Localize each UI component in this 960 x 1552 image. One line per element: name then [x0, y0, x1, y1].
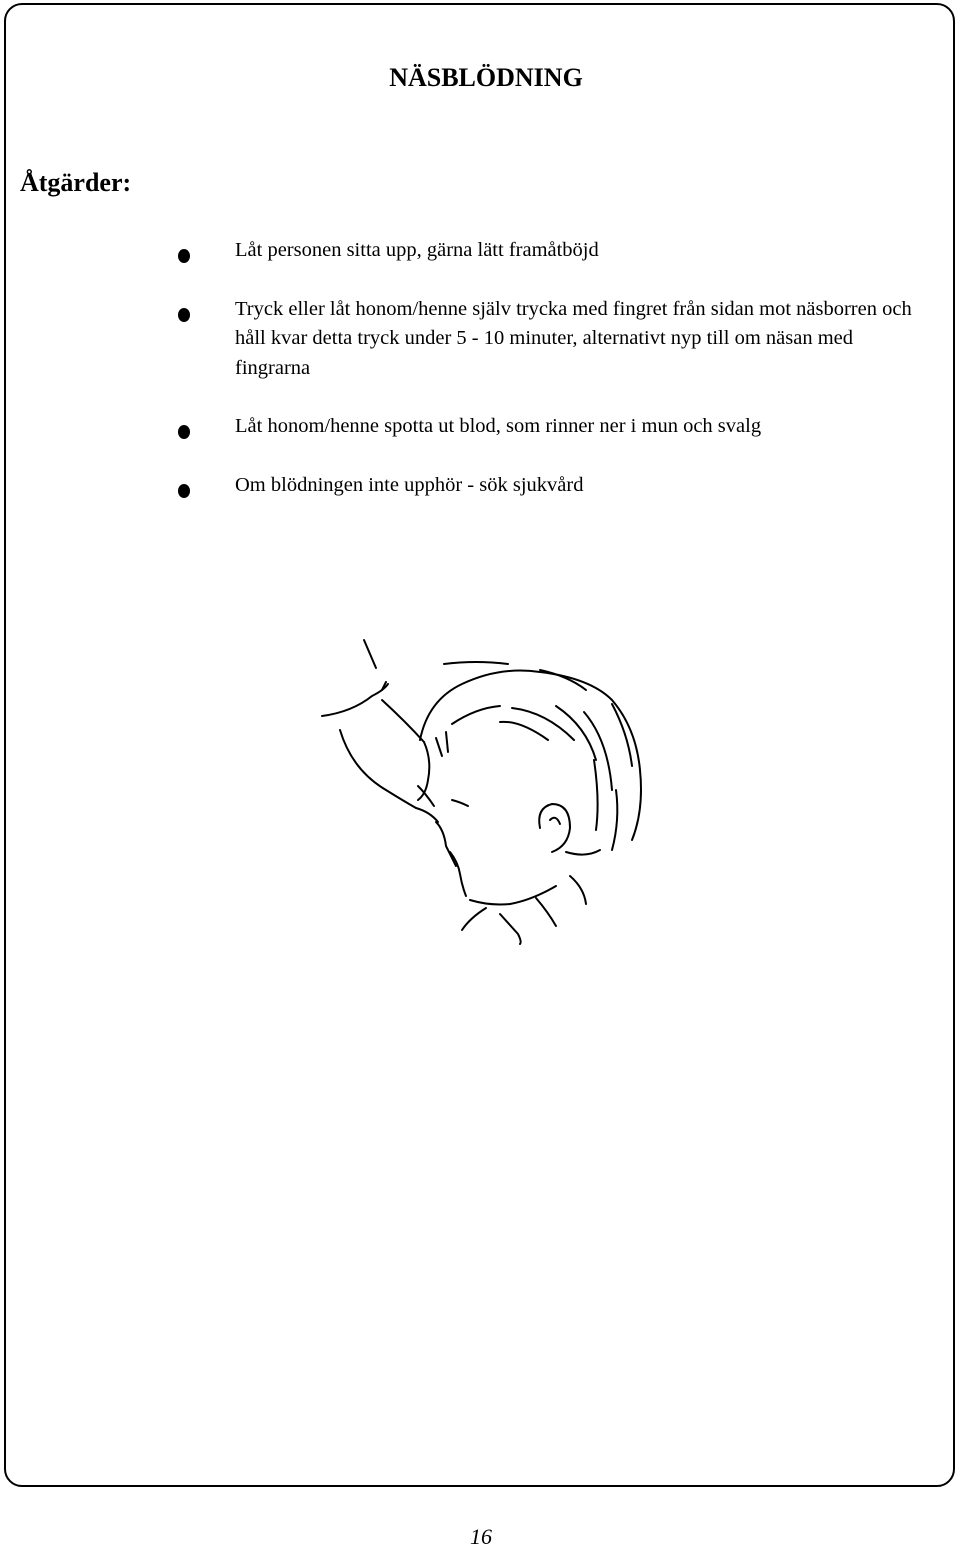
list-item: [0, 471, 960, 501]
list-item: [0, 295, 960, 384]
bullet-icon: [178, 249, 190, 263]
list-item-text: Låt personen sitta upp, gärna lätt framåtböjd: [235, 239, 599, 261]
list-item-text: Låt honom/henne spotta ut blod, som rinner ner i mun och svalg: [235, 415, 762, 437]
instruction-list: [0, 236, 960, 529]
page-title: NÄSBLÖDNING: [389, 63, 583, 92]
list-item-text: Om blödningen inte upphör - sök sjukvård: [235, 473, 584, 496]
bullet-icon: [178, 484, 190, 498]
list-item: [0, 236, 960, 266]
bullet-icon: [178, 308, 190, 322]
page-number: 16: [470, 1524, 492, 1549]
section-heading: Åtgärder:: [20, 168, 132, 197]
list-item-text: Tryck eller låt honom/henne själv trycka med fingret från sidan mot näsborren och håll kvar detta tryck under 5 - 10 minuter, alternativt nyp till om näsan med fingrarna: [235, 297, 912, 379]
bullet-icon: [178, 425, 190, 439]
nosebleed-illustration: [300, 630, 660, 960]
list-item: [0, 412, 960, 442]
